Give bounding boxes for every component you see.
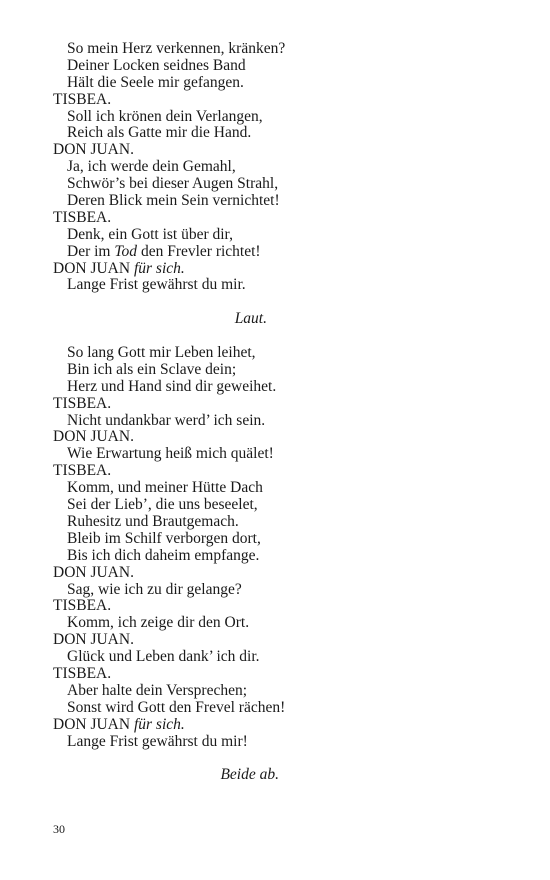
verse-line: Sag, wie ich zu dir gelange? bbox=[67, 580, 242, 598]
play-text bbox=[0, 41, 550, 784]
speaker-name: DON JUAN. bbox=[53, 563, 134, 581]
blank-line bbox=[0, 328, 550, 345]
verse-line: Wie Erwartung heiß mich quälet! bbox=[67, 445, 274, 463]
speaker-name: DON JUAN. bbox=[53, 631, 134, 649]
verse-text: Der im bbox=[67, 242, 115, 260]
verse-line: Aber halte dein Versprechen; bbox=[67, 681, 248, 699]
verse-line: So lang Gott mir Leben leihet, bbox=[67, 344, 256, 362]
blank-line bbox=[0, 294, 550, 311]
speaker-label: DON JUAN bbox=[53, 259, 134, 277]
speaker-label: DON JUAN bbox=[53, 715, 134, 733]
speaker-name: TISBEA. bbox=[53, 462, 112, 480]
speaker-name bbox=[0, 261, 550, 278]
verse-line: Deren Blick mein Sein vernichtet! bbox=[67, 192, 280, 210]
speaker-name: DON JUAN. bbox=[53, 428, 134, 446]
verse-line: Glück und Leben dank’ ich dir. bbox=[67, 648, 260, 666]
blank-line bbox=[0, 750, 550, 767]
verse-line: Herz und Hand sind dir geweihet. bbox=[67, 377, 277, 395]
speaker-name: TISBEA. bbox=[53, 664, 112, 682]
verse-line: Sei der Lieb’, die uns beseelet, bbox=[67, 496, 258, 514]
verse-line: Bleib im Schilf verborgen dort, bbox=[67, 529, 261, 547]
verse-line: Ruhesitz und Brautgemach. bbox=[67, 512, 239, 530]
verse-line: Denk, ein Gott ist über dir, bbox=[67, 225, 233, 243]
speaker-name: DON JUAN. bbox=[53, 141, 134, 159]
verse-line: Komm, und meiner Hütte Dach bbox=[67, 479, 263, 497]
verse-line: Ja, ich werde dein Gemahl, bbox=[67, 158, 236, 176]
stage-aside: für sich. bbox=[133, 715, 185, 733]
speaker-name: TISBEA. bbox=[53, 394, 112, 412]
verse-line: Komm, ich zeige dir den Ort. bbox=[67, 614, 250, 632]
emphasized-word: Tod bbox=[114, 242, 138, 260]
verse-line: Schwör’s bei dieser Augen Strahl, bbox=[67, 175, 279, 193]
verse-line: Sonst wird Gott den Frevel rächen! bbox=[67, 698, 286, 716]
speaker-name: TISBEA. bbox=[53, 90, 112, 108]
verse-text: den Frevler richtet! bbox=[137, 242, 261, 260]
verse-line: So mein Herz verkennen, kränken? bbox=[67, 40, 286, 57]
speaker-name bbox=[0, 717, 550, 734]
stage-aside: für sich. bbox=[133, 259, 185, 277]
speaker-name: TISBEA. bbox=[53, 597, 112, 615]
stage-direction: Laut. bbox=[234, 310, 267, 328]
verse-line: Bis ich dich daheim empfange. bbox=[67, 546, 260, 564]
verse-line: Reich als Gatte mir die Hand. bbox=[67, 124, 252, 142]
verse-line: Bin ich als ein Sclave dein; bbox=[67, 360, 237, 378]
verse-line bbox=[0, 244, 550, 261]
verse-line: Deiner Locken seidnes Band bbox=[67, 56, 246, 74]
verse-line: Nicht undankbar werd’ ich sein. bbox=[67, 411, 266, 429]
verse-line: Hält die Seele mir gefangen. bbox=[67, 73, 244, 91]
speaker-name: TISBEA. bbox=[53, 208, 112, 226]
stage-direction: Beide ab. bbox=[220, 766, 279, 784]
verse-line: Lange Frist gewährst du mir! bbox=[67, 732, 248, 750]
verse-line: Soll ich krönen dein Verlangen, bbox=[67, 107, 263, 125]
verse-line: Lange Frist gewährst du mir. bbox=[67, 276, 246, 294]
page-number: 30 bbox=[53, 822, 65, 836]
